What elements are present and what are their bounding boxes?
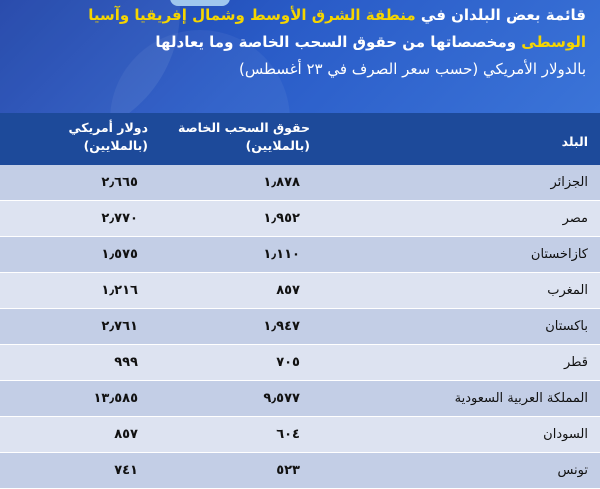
country-cell: تونس [557, 463, 588, 478]
header-line-1-prefix: قائمة بعض البلدان في [415, 6, 586, 24]
table-body [0, 165, 600, 489]
country-cell: باكستان [545, 319, 588, 334]
sdr-cell: ١٫٨٧٨ [263, 175, 300, 190]
header-line-2 [11, 29, 586, 56]
header-line-2-highlight: الوسطى [521, 33, 586, 51]
column-header-country: البلد [561, 134, 588, 149]
table-row [0, 201, 600, 237]
column-header-sdr: حقوق السحب الخاصة (بالملايين) [177, 120, 310, 153]
sdr-cell: ٧٠٥ [276, 355, 300, 370]
table-row [0, 309, 600, 345]
usd-cell: ٩٩٩ [114, 355, 138, 370]
header-banner [0, 0, 600, 113]
header-line-1 [11, 2, 586, 29]
country-cell: المغرب [547, 283, 588, 298]
header-title [11, 2, 586, 83]
country-cell: مصر [562, 211, 588, 226]
country-cell: الجزائر [550, 175, 588, 190]
table-row [0, 453, 600, 489]
sdr-cell: ٦٠٤ [276, 427, 300, 442]
sdr-cell: ٥٢٣ [276, 463, 300, 478]
sdr-cell: ١٫٩٤٧ [263, 319, 300, 334]
sdr-cell: ٩٫٥٧٧ [263, 391, 300, 406]
country-cell: قطر [563, 355, 588, 370]
table-row [0, 165, 600, 201]
usd-cell: ٨٥٧ [114, 427, 138, 442]
table-row [0, 273, 600, 309]
country-cell: المملكة العربية السعودية [454, 391, 588, 406]
usd-cell: ١٫٥٧٥ [101, 247, 138, 262]
usd-cell: ٢٫٦٦٥ [101, 175, 138, 190]
usd-cell: ٢٫٧٦١ [101, 319, 138, 334]
sdr-cell: ٨٥٧ [276, 283, 300, 298]
country-cell: كازاخستان [530, 247, 588, 262]
usd-cell: ٢٫٧٧٠ [101, 211, 138, 226]
table-header [0, 113, 600, 165]
country-cell: السودان [543, 427, 588, 442]
usd-cell: ٧٤١ [114, 463, 138, 478]
sdr-cell: ١٫٩٥٢ [263, 211, 300, 226]
header-line-2-rest: ومخصصاتها من حقوق السحب الخاصة وما يعادلها [155, 33, 522, 51]
table-row [0, 345, 600, 381]
column-header-usd: دولار أمريكي (بالملايين) [68, 120, 148, 153]
usd-cell: ١٣٫٥٨٥ [93, 391, 138, 406]
table-row [0, 417, 600, 453]
header-line-1-highlight: منطقة الشرق الأوسط وشمال إفريقيا وآسيا [88, 6, 416, 24]
header-line-3: بالدولار الأمريكي (حسب سعر الصرف في ٢٣ أغسطس) [239, 60, 586, 78]
usd-cell: ١٫٢١٦ [101, 283, 138, 298]
table-row [0, 237, 600, 273]
table-row [0, 381, 600, 417]
sdr-cell: ١٫١١٠ [263, 247, 300, 262]
